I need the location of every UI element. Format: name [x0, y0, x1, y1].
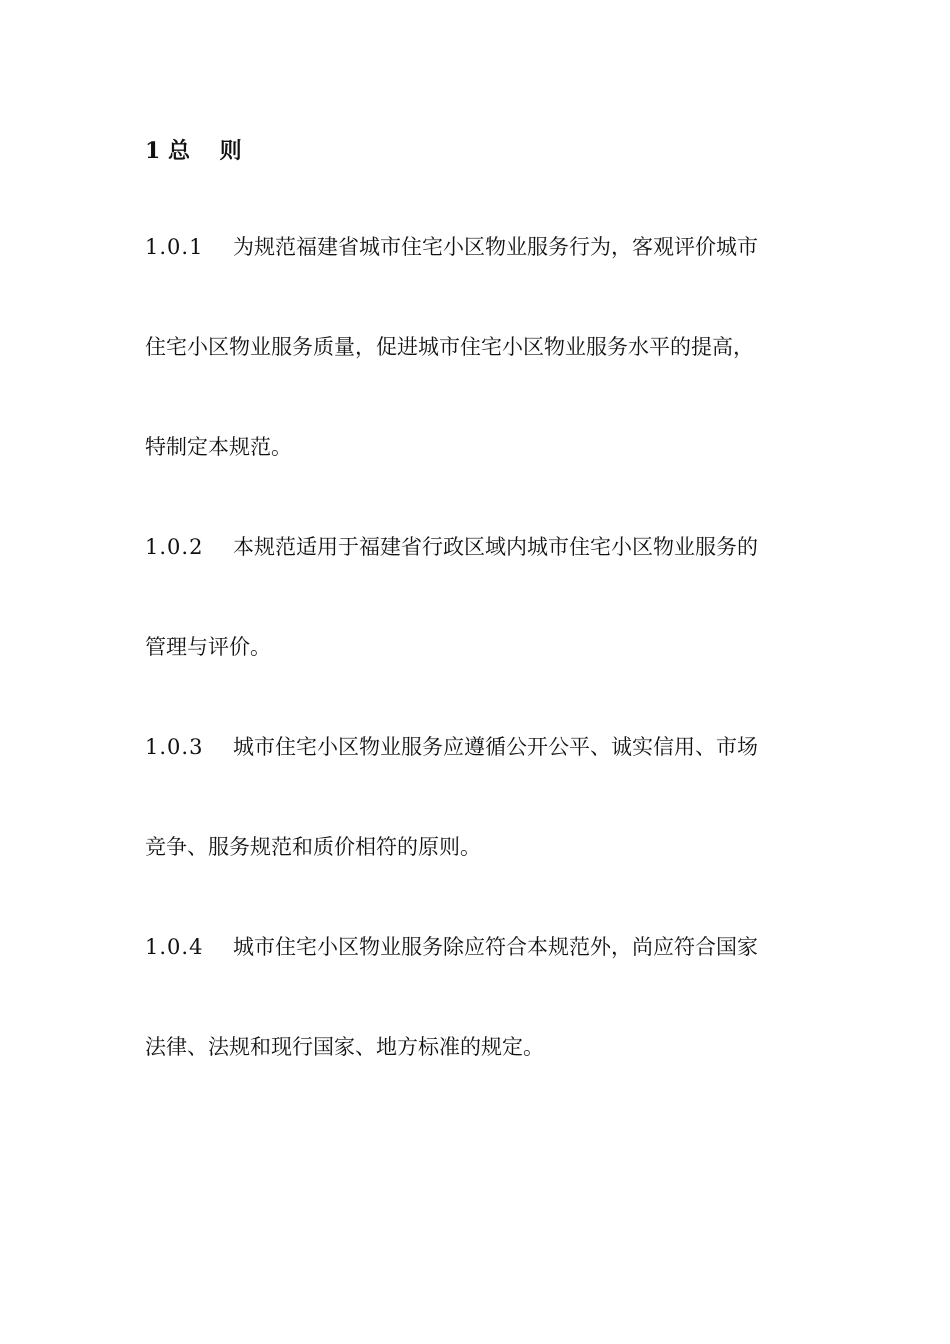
clause-text: 本规范适用于福建省行政区域内城市住宅小区物业服务的 [233, 535, 758, 559]
clause-1-0-2-line-1 [145, 532, 805, 562]
clause-number: 1.0.1 [145, 235, 204, 259]
clause-1-0-4-line-1 [145, 932, 805, 962]
clause-text: 为规范福建省城市住宅小区物业服务行为，客观评价城市 [233, 235, 758, 259]
clause-1-0-3-line-1 [145, 732, 805, 762]
clause-text: 城市住宅小区物业服务应遵循公开公平、诚实信用、市场 [233, 735, 758, 759]
clause-1-0-4-line-2: 法律、法规和现行国家、地方标准的规定。 [145, 1035, 544, 1059]
clause-1-0-2-line-2: 管理与评价。 [145, 635, 271, 659]
clause-1-0-3-line-2: 竞争、服务规范和质价相符的原则。 [145, 835, 481, 859]
chapter-heading: 1 总 则 [145, 138, 242, 164]
clause-1-0-1-line-2: 住宅小区物业服务质量，促进城市住宅小区物业服务水平的提高， [145, 335, 754, 359]
clause-1-0-1-line-3: 特制定本规范。 [145, 435, 292, 459]
clause-number: 1.0.3 [145, 735, 204, 759]
clause-number: 1.0.2 [145, 535, 204, 559]
clause-text: 城市住宅小区物业服务除应符合本规范外，尚应符合国家 [233, 935, 758, 959]
clause-number: 1.0.4 [145, 935, 204, 959]
clause-1-0-1-line-1 [145, 232, 805, 262]
